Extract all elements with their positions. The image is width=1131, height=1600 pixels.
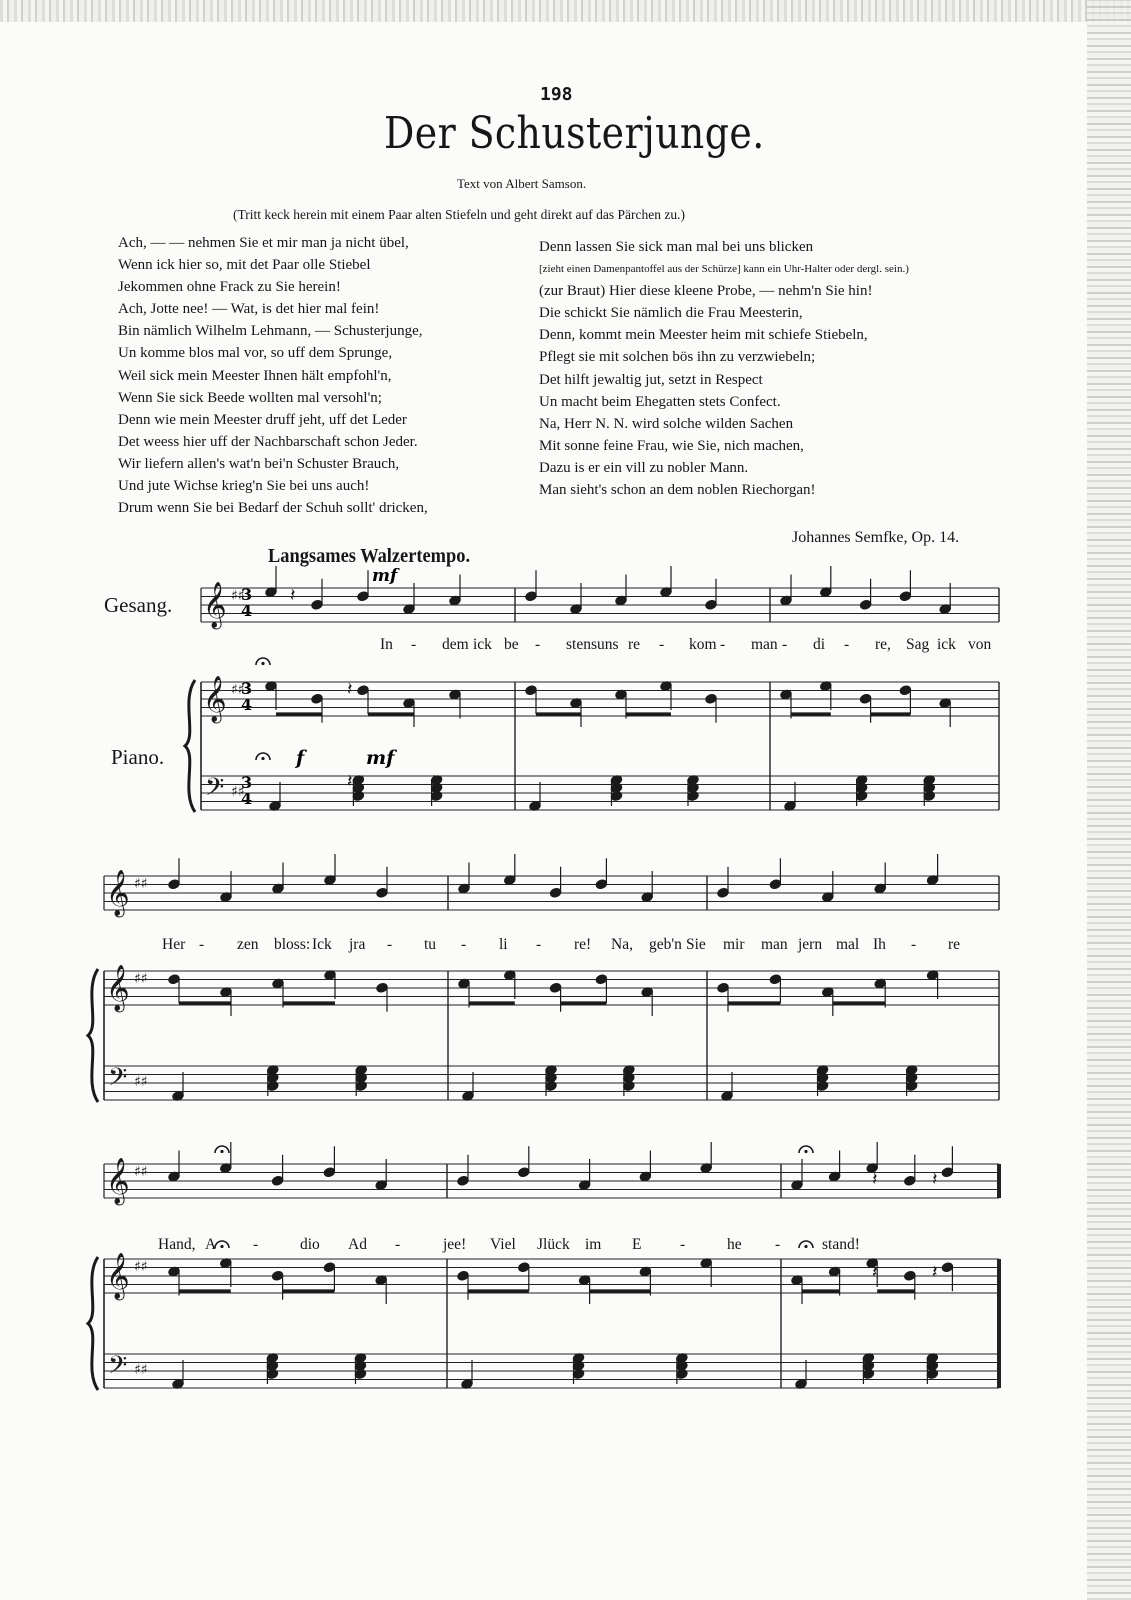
lyric-syllable: - [387,936,393,953]
lyric-syllable: - [844,636,850,653]
lyric-syllable: jee! [443,1236,467,1253]
lyric-syllable: re! [574,936,592,953]
lyric-syllable: he [727,1236,742,1253]
notehead [859,693,871,704]
notehead [168,974,180,985]
lyric-syllable: mir [723,936,745,953]
treble-clef-icon: 𝄞 [106,965,130,1011]
notehead [525,591,537,602]
lyric-syllable: - [199,936,205,953]
lyric-syllable: zen [237,936,259,953]
piano-label: Piano. [111,745,165,769]
notehead [941,1167,953,1178]
quarter-rest-icon: 𝄽 [932,1262,938,1283]
notehead [545,1081,557,1092]
lyric-syllable: - [253,1236,259,1253]
lyric-syllable: - [680,1236,686,1253]
lyric-syllable: dem [442,636,469,653]
quarter-rest-icon: 𝄽 [290,585,296,606]
lyric-syllable: stand! [822,1236,860,1253]
notehead [357,591,369,602]
fermata-dot [261,757,264,760]
notehead [549,982,561,993]
lyric-syllable: - [775,1236,781,1253]
stage-direction: (Tritt keck herein mit einem Paar alten Stiefeln und geht direkt auf das Pärchen zu.) [233,207,685,222]
verse-line: Dazu is er ein vill zu nobler Mann. [539,459,749,476]
treble-clef-icon: 𝄞 [106,1158,130,1204]
fermata-dot [804,1150,807,1153]
lyric-syllable: jern [798,936,823,953]
notehead [941,1262,953,1273]
notehead [859,599,871,610]
lyric-syllable: jra [349,936,366,953]
verse-line: Pflegt sie mit solchen bös ihn zu verzwiebeln; [539,349,816,366]
lyric-syllable: Her [162,936,186,953]
bass-clef-icon: 𝄢 [108,1063,128,1098]
notehead [769,974,781,985]
lyric-syllable: geb'n [649,936,682,953]
piano-brace [88,969,98,1102]
verse-line: Bin nämlich Wilhelm Lehmann, — Schusterjunge, [118,323,423,340]
time-sig-top: 3 [241,679,253,698]
key-signature-sharps: ♯♯ [134,1362,148,1378]
lyric-syllable: - [535,636,541,653]
bass-clef-icon: 𝄢 [205,773,225,808]
verse-line: Na, Herr N. N. wird solche wilden Sachen [539,415,794,432]
lyric-syllable: - [720,636,726,653]
lyric-syllable: kom [689,636,717,653]
key-signature-sharps: ♯♯ [134,1164,148,1180]
quarter-rest-icon: 𝄽 [347,679,353,700]
notehead [457,1270,469,1281]
lyric-syllable: be [504,636,519,653]
quarter-rest-icon: 𝄽 [872,1262,878,1283]
lyric-syllable: Ih [873,936,886,953]
verse-line: Denn wie mein Meester druff jeht, uff det Leder [118,411,407,428]
notehead [705,693,717,704]
verse-line: Det weess hier uff der Nachbarschaft schon Jeder. [118,433,418,450]
notehead [717,982,729,993]
fermata-dot [261,662,264,665]
verse-line: (zur Braut) Hier diese kleene Probe, — nehm'n Sie hin! [539,283,873,300]
quarter-rest-icon: 𝄽 [872,1169,878,1190]
notehead [549,887,561,898]
notehead [518,1167,530,1178]
treble-clef-icon: 𝄞 [106,1253,130,1299]
treble-clef-icon: 𝄞 [203,676,227,722]
quarter-rest-icon: 𝄽 [347,771,353,792]
lyric-syllable: man [751,636,778,653]
treble-clef-icon: 𝄞 [106,870,130,916]
lyric-syllable: Sag [906,636,930,653]
quarter-rest-icon: 𝄽 [932,1356,938,1377]
verse-line: Ach, Jotte nee! — Wat, is det hier mal fein! [118,301,380,318]
notehead [899,685,911,696]
lyric-syllable: re, [875,636,891,653]
verse-line: Wir liefern allen's wat'n bei'n Schuster Brauch, [118,455,400,472]
lyric-syllable: E [632,1236,642,1253]
lyric-syllable: Sie [686,936,706,953]
notehead [323,1167,335,1178]
verse-line: Mit sonne feine Frau, wie Sie, nich machen, [539,437,804,454]
lyric-syllable: A [205,1236,217,1253]
verse-stage-note: [zieht einen Damenpantoffel aus der Schürze] kann ein Uhr-Halter oder dergl. sein.) [539,263,909,276]
notehead [168,879,180,890]
lyric-syllable: von [968,636,992,653]
lyric-syllable: re [948,936,961,953]
notehead [572,1369,584,1380]
notehead [676,1369,688,1380]
notehead [855,791,867,802]
fermata-dot [220,1150,223,1153]
lyric-syllable: uns [597,636,619,653]
notehead [376,887,388,898]
notehead [816,1081,828,1092]
time-sig-top: 3 [241,773,253,792]
key-signature-sharps: ♯♯ [134,971,148,987]
notehead [457,1175,469,1186]
notehead [271,1175,283,1186]
lyric-syllable: Hand, [158,1236,196,1253]
dynamic-f: f [296,747,305,769]
verse-line: Drum wenn Sie bei Bedarf der Schuh sollt' dricken, [118,500,428,517]
piano-brace [185,680,195,812]
time-sig-top: 3 [241,585,253,604]
notehead [352,791,364,802]
verse-line: Die schickt Sie nämlich die Frau Meesterin, [539,305,803,322]
notehead [376,982,388,993]
composer: Johannes Semfke, Op. 14. [792,529,960,546]
notehead [904,1175,916,1186]
notehead [525,685,537,696]
notehead [923,791,935,802]
verse-line: Wenn Sie sick Beede wollten mal versohl'n; [118,389,382,406]
key-signature-sharps: ♯♯ [231,682,245,698]
time-sig-bottom: 4 [241,695,253,714]
lyric-syllable: li [499,936,508,953]
time-sig-bottom: 4 [241,789,253,808]
song-title: Der Schusterjunge. [384,108,765,159]
notehead [899,591,911,602]
lyric-syllable: - [536,936,542,953]
notehead [311,693,323,704]
lyric-syllable: - [911,936,917,953]
key-signature-sharps: ♯♯ [134,1074,148,1090]
lyric-syllable: - [659,636,665,653]
dynamic-mf-piano: mf [366,747,395,769]
verse-line: Jekommen ohne Frack zu Sie herein! [118,279,341,296]
notehead [595,879,607,890]
lyric-syllable: ick [937,636,956,653]
notehead [623,1081,635,1092]
lyric-syllable: man [761,936,788,953]
notation-layer [88,566,999,1390]
notehead [323,1262,335,1273]
time-sig-bottom: 4 [241,601,253,620]
lyric-syllable: - [461,936,467,953]
treble-clef-icon: 𝄞 [203,582,227,628]
verse-line: Denn lassen Sie sick man mal bei uns blicken [539,239,814,255]
notehead [687,791,699,802]
key-signature-sharps: ♯♯ [134,1259,148,1275]
notehead [355,1081,367,1092]
notehead [430,791,442,802]
notehead [354,1369,366,1380]
lyric-syllable: Na, [611,936,633,953]
tempo-marking: Langsames Walzertempo. [268,545,471,567]
key-signature-sharps: ♯♯ [134,876,148,892]
notehead [595,974,607,985]
voice-label: Gesang. [104,593,173,617]
lyric-syllable: Ick [312,936,332,953]
bass-clef-icon: 𝄢 [108,1351,128,1386]
verse-line: Ach, — — nehmen Sie et mir man ja nicht übel, [118,235,409,251]
lyric-syllable: im [585,1236,602,1253]
text-credit: Text von Albert Samson. [457,176,587,191]
fermata-dot [220,1245,223,1248]
fermata-dot [804,1245,807,1248]
page-number: 198 [540,84,573,105]
lyric-syllable: In [380,636,393,653]
lyric-syllable: - [782,636,788,653]
lyric-syllable: Ad [348,1236,367,1253]
notehead [267,1081,279,1092]
lyric-syllable: mal [836,936,860,953]
lyric-syllable: - [411,636,417,653]
lyric-syllable: di [813,636,826,653]
lyric-syllable: Viel [490,1236,516,1253]
verse-line: Man sieht's schon an dem noblen Riechorgan! [539,482,816,499]
lyric-syllable: bloss: [274,936,311,953]
lyric-syllable: ick [473,636,492,653]
notehead [610,791,622,802]
verse-line: Un komme blos mal vor, so uff dem Sprunge, [118,345,393,362]
notehead [705,599,717,610]
lyric-syllable: dio [300,1236,320,1253]
verse-line: Weil sick mein Meester Ihnen hält empfohl'n, [118,367,392,384]
notehead [717,887,729,898]
notehead [862,1369,874,1380]
notehead [271,1270,283,1281]
notehead [769,879,781,890]
verse-line: Denn, kommt mein Meester heim mit schiefe Stiebeln, [539,327,868,344]
notehead [518,1262,530,1273]
notehead [357,685,369,696]
notehead [905,1081,917,1092]
lyric-syllable: tu [424,936,437,953]
verse-line: Wenn ick hier so, mit det Paar olle Stiebel [118,257,371,274]
notehead [266,1369,278,1380]
quarter-rest-icon: 𝄽 [432,771,438,792]
notehead [904,1270,916,1281]
notehead [311,599,323,610]
lyric-syllable: - [395,1236,401,1253]
key-signature-sharps: ♯♯ [231,588,245,604]
key-signature-sharps: ♯♯ [231,784,245,800]
quarter-rest-icon: 𝄽 [932,1169,938,1190]
lyric-syllable: Jlück [537,1236,570,1253]
verse-line: Un macht beim Ehegatten stets Confect. [539,393,781,410]
lyric-syllable: stens [566,636,597,653]
dynamic-mf: mf [372,566,398,586]
verse-line: Det hilft jewaltig jut, setzt in Respect [539,371,763,388]
lyric-syllable: re [628,636,641,653]
verse-line: Und jute Wichse krieg'n Sie bei uns auch! [118,478,370,495]
piano-brace [88,1257,98,1390]
